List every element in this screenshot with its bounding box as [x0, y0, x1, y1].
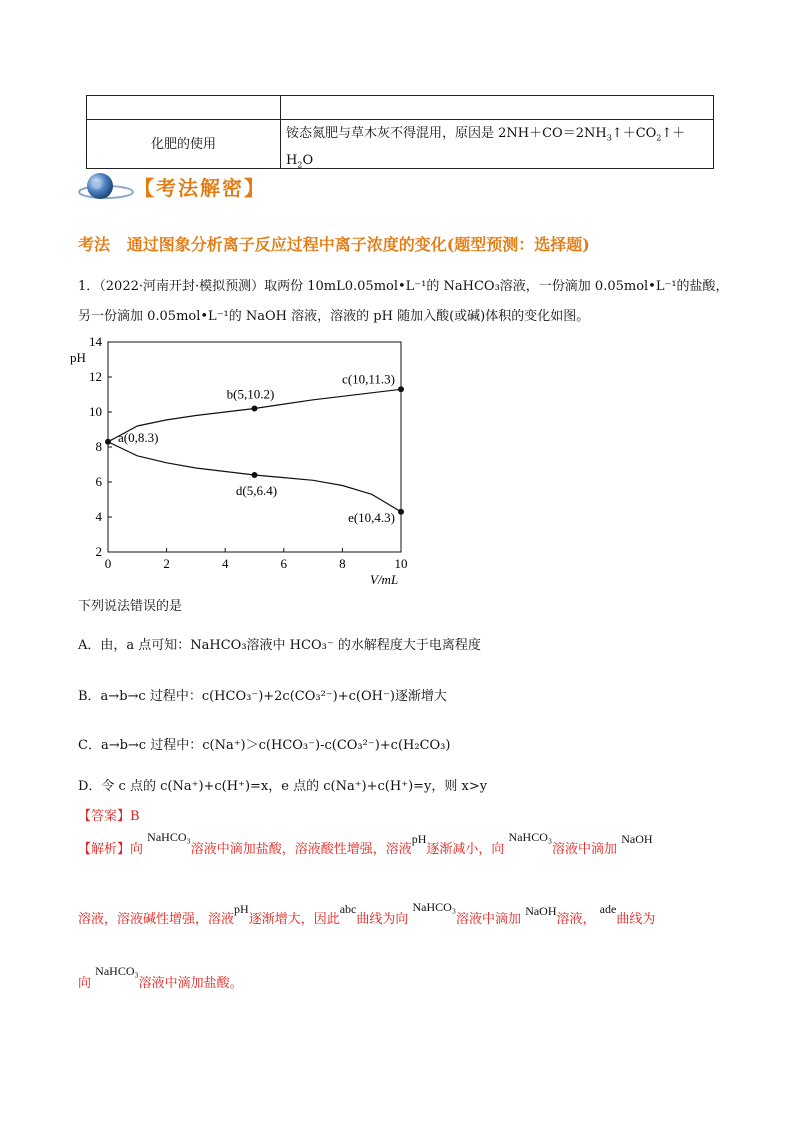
y-tick-label: 12 [89, 369, 102, 384]
option-b: B．a→b→c 过程中：c(HCO₃⁻)+2c(CO₃²⁻)+c(OH⁻)逐渐增大 [78, 689, 447, 704]
globe-icon [78, 170, 134, 204]
ph-chart [66, 334, 426, 588]
table-cell-left: 化肥的使用 [150, 137, 216, 152]
table-divider [280, 96, 281, 168]
y-tick-label: 6 [95, 474, 102, 489]
point-label-e: e(10,4.3) [348, 509, 395, 525]
y-tick-label: 8 [95, 439, 102, 454]
x-tick-label: 8 [339, 556, 346, 571]
x-tick-label: 2 [163, 556, 170, 571]
answer-label: 【答案】 [78, 809, 131, 824]
point-b [252, 406, 258, 412]
point-label-b: b(5,10.2) [226, 386, 275, 402]
y-tick-label: 4 [95, 509, 102, 524]
kaofa-text: 通过图象分析离子反应过程中离子浓度的变化(题型预测：选择题) [126, 235, 590, 254]
answer-line [78, 805, 140, 824]
y-tick-label: 14 [89, 334, 102, 349]
question-line-1: 1．（2022·河南开封·模拟预测）取两份 10mL0.05mol•L⁻¹的 NaHCO₃溶液，一份滴加 0.05mol•L⁻¹的盐酸， [78, 279, 729, 294]
table-empty-row [87, 96, 713, 120]
section-title: 【考法解密】 [134, 176, 266, 200]
y-tick-label: 2 [95, 544, 102, 559]
point-label-c: c(10,11.3) [342, 371, 395, 387]
chart-axes [89, 334, 408, 571]
point-a [105, 439, 111, 445]
point-label-d: d(5,6.4) [235, 483, 278, 498]
fertilizer-table [86, 95, 714, 169]
point-c [398, 386, 404, 392]
question-prompt: 下列说法错误的是 [78, 599, 183, 614]
analysis-line-2: 溶液，溶液碱性增强，溶液pH逐渐增大，因此abc曲线为向 NaHCO₃溶液中滴加 NaOH溶液， ade曲线为 [78, 900, 656, 927]
question-line-2: 另一份滴加 0.05mol•L⁻¹的 NaOH 溶液，溶液的 pH 随加入酸(或碱)体积的变化如图。 [78, 309, 590, 324]
answer-value: B [130, 809, 140, 824]
x-tick-label: 6 [280, 556, 288, 571]
point-e [398, 509, 404, 515]
x-tick-label: 4 [221, 556, 229, 571]
y-tick-label: 10 [89, 404, 102, 419]
x-tick-label: 10 [394, 556, 408, 571]
option-c: C．a→b→c 过程中：c(Na⁺)＞c(HCO₃⁻)-c(CO₃²⁻)+c(H₂CO₃) [78, 738, 451, 753]
point-d [252, 472, 258, 478]
x-tick-label: 0 [104, 556, 112, 571]
option-a: A．由，a 点可知：NaHCO₃溶液中 HCO₃⁻ 的水解程度大于电离程度 [78, 638, 481, 653]
chart-xlabel: V/mL [370, 572, 399, 587]
chart-ylabel: pH [70, 350, 86, 365]
kaofa-heading [78, 232, 590, 255]
analysis-line-3: 向 NaHCO₃溶液中滴加盐酸。 [78, 964, 243, 991]
table-cell-right: 铵态氮肥与草木灰不得混用，原因是 $2NH+CO=2NH_3↑+CO_2↑+$ $H_2O$ [286, 126, 686, 170]
analysis-line-1: 【解析】向 NaHCO₃溶液中滴加盐酸，溶液酸性增强，溶液pH逐渐减小，向 NaHCO₃溶液中滴加 NaOH [78, 830, 653, 857]
point-label-a: a(0,8.3) [118, 429, 159, 445]
option-d: D．令 c 点的 c(Na⁺)+c(H⁺)=x，e 点的 c(Na⁺)+c(H⁺)=y，则 x>y [78, 779, 488, 794]
kaofa-label: 考法 [78, 235, 111, 254]
